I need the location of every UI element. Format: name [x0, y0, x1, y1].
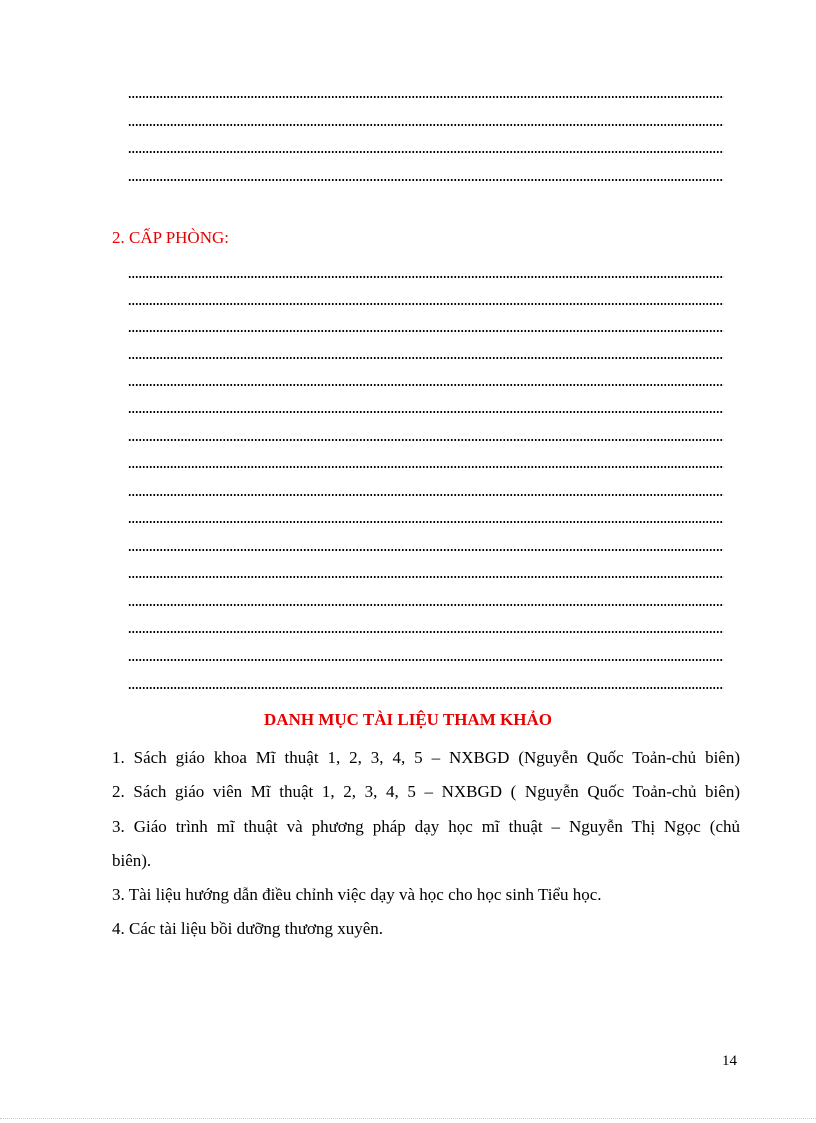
dotted-answer-line — [128, 151, 724, 153]
dotted-answer-line — [128, 687, 724, 689]
page-number: 14 — [722, 1053, 737, 1069]
dotted-answer-line — [128, 576, 724, 578]
dotted-answer-line — [128, 179, 724, 181]
dotted-answer-line — [128, 631, 724, 633]
dotted-answer-line — [128, 549, 724, 551]
page-bottom-border — [0, 1118, 816, 1119]
dotted-answer-line — [128, 604, 724, 606]
reference-item-2: 2. Sách giáo viên Mĩ thuật 1, 2, 3, 4, 5 – NXBGD ( Nguyễn Quốc Toản-chủ biên) — [112, 782, 740, 801]
reference-item-4: 3. Tài liệu hướng dẫn điều chỉnh việc dạy và học cho học sinh Tiểu học. — [112, 885, 602, 904]
dotted-answer-line — [128, 466, 724, 468]
dotted-answer-line — [128, 411, 724, 413]
dotted-answer-line — [128, 276, 724, 278]
dotted-answer-line — [128, 494, 724, 496]
dotted-answer-line — [128, 303, 724, 305]
references-title: DANH MỤC TÀI LIỆU THAM KHẢO — [264, 710, 552, 729]
reference-item-3-continuation: biên). — [112, 851, 152, 870]
dotted-answer-line — [128, 521, 724, 523]
reference-item-3: 3. Giáo trình mĩ thuật và phương pháp dạy học mĩ thuật – Nguyễn Thị Ngọc (chủ — [112, 817, 740, 836]
reference-item-5: 4. Các tài liệu bồi dưỡng thương xuyên. — [112, 919, 384, 938]
section-heading: 2. CẤP PHÒNG: — [112, 228, 229, 247]
dotted-answer-line — [128, 96, 724, 98]
dotted-answer-line — [128, 659, 724, 661]
dotted-answer-line — [128, 439, 724, 441]
dotted-answer-line — [128, 357, 724, 359]
reference-item-1: 1. Sách giáo khoa Mĩ thuật 1, 2, 3, 4, 5 – NXBGD (Nguyễn Quốc Toản-chủ biên) — [112, 748, 740, 767]
dotted-answer-line — [128, 384, 724, 386]
dotted-answer-line — [128, 124, 724, 126]
dotted-answer-line — [128, 330, 724, 332]
